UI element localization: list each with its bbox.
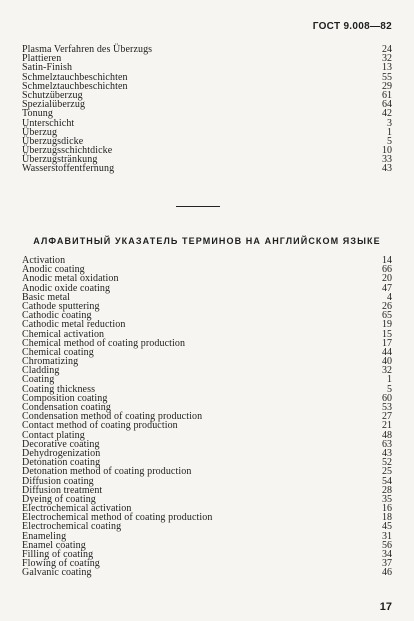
index-term: Wasserstoffentfernung <box>22 163 115 175</box>
index-page-ref: 27 <box>382 411 392 423</box>
index-page-ref: 43 <box>382 447 392 459</box>
index-term: Überzugsschichtdicke <box>22 145 113 157</box>
index-page-ref: 54 <box>382 475 392 487</box>
index-page-ref: 18 <box>382 512 392 524</box>
index-term: Decorative coating <box>22 438 100 450</box>
index-term: Dehydrogenization <box>22 447 101 459</box>
index-page-ref: 32 <box>382 365 392 377</box>
section-heading: АЛФАВИТНЫЙ УКАЗАТЕЛЬ ТЕРМИНОВ НА АНГЛИЙСКОМ ЯЗЫКЕ <box>33 236 381 246</box>
index-term: Filling of coating <box>22 549 94 560</box>
index-term: Spezialüberzug <box>22 99 86 111</box>
index-term: Schutzüberzug <box>22 89 83 101</box>
index-page-ref: 34 <box>382 549 392 560</box>
index-term: Condensation method of coating production <box>22 411 203 423</box>
index-term: Condensation coating <box>22 402 111 413</box>
index-term: Composition coating <box>22 392 108 404</box>
index-entry <box>22 366 392 375</box>
english-term-index <box>22 256 392 578</box>
index-page-ref: 47 <box>382 282 392 294</box>
index-page-ref: 1 <box>387 126 392 138</box>
index-page-ref: 28 <box>382 484 392 496</box>
index-page-ref: 46 <box>382 567 392 579</box>
index-term: Cathodic coating <box>22 310 92 322</box>
index-term: Chemical method of coating production <box>22 337 186 349</box>
index-page-ref: 5 <box>387 135 392 147</box>
index-page-ref: 48 <box>382 429 392 441</box>
index-page-ref: 52 <box>382 457 392 469</box>
index-term: Überzugsdicke <box>22 135 84 147</box>
index-term: Galvanic coating <box>22 567 92 579</box>
index-term: Detonation method of coating production <box>22 466 192 478</box>
index-term: Flowing of coating <box>22 558 100 570</box>
index-term: Activation <box>22 255 66 266</box>
index-term: Cathode sputtering <box>22 300 100 312</box>
index-term: Plattieren <box>22 53 62 65</box>
index-term: Cathodic metal reduction <box>22 319 126 331</box>
index-term: Überzug <box>22 126 58 138</box>
index-entry <box>22 522 392 531</box>
index-term: Satin-Finish <box>22 62 73 74</box>
index-term: Anodic metal oxidation <box>22 273 119 285</box>
section-divider <box>176 206 220 207</box>
index-page-ref: 40 <box>382 356 392 368</box>
index-page-ref: 26 <box>382 300 392 312</box>
index-term: Unterschicht <box>22 117 75 129</box>
index-term: Diffusion coating <box>22 475 94 487</box>
index-page-ref: 17 <box>382 337 392 349</box>
index-page-ref: 16 <box>382 503 392 515</box>
index-page-ref: 4 <box>387 291 392 303</box>
index-term: Electrochemical coating <box>22 521 122 533</box>
index-term: Cladding <box>22 365 60 377</box>
index-term: Electrochemical activation <box>22 503 132 515</box>
index-entry <box>22 45 392 54</box>
index-page-ref: 31 <box>382 530 392 542</box>
index-page-ref: 43 <box>382 163 392 175</box>
index-entry <box>22 109 392 118</box>
index-term: Electrochemical method of coating production <box>22 512 213 524</box>
index-page-ref: 14 <box>382 255 392 266</box>
index-term: Tonung <box>22 108 54 120</box>
index-page-ref: 25 <box>382 466 392 478</box>
index-page-ref: 20 <box>382 273 392 285</box>
index-page-ref: 1 <box>387 374 392 386</box>
index-page-ref: 56 <box>382 539 392 551</box>
index-page-ref: 60 <box>382 392 392 404</box>
index-page-ref: 44 <box>382 346 392 358</box>
index-term: Anodic oxide coating <box>22 282 111 294</box>
index-page-ref: 63 <box>382 438 392 450</box>
index-term: Überzugstränkung <box>22 154 98 166</box>
index-entry <box>22 568 392 577</box>
index-term: Detonation coating <box>22 457 101 469</box>
index-page-ref: 33 <box>382 154 392 166</box>
index-page-ref: 65 <box>382 310 392 322</box>
index-page-ref: 37 <box>382 558 392 570</box>
index-page-ref: 53 <box>382 402 392 413</box>
index-page-ref: 13 <box>382 62 392 74</box>
index-term: Chemical coating <box>22 346 94 358</box>
index-entry <box>22 100 392 109</box>
index-page-ref: 55 <box>382 71 392 83</box>
index-term: Contact plating <box>22 429 85 441</box>
index-entry <box>22 54 392 63</box>
document-header: ГОСТ 9.008—82 <box>312 21 392 32</box>
index-page-ref: 61 <box>382 89 392 101</box>
index-entry <box>22 164 392 173</box>
index-page-ref: 15 <box>382 328 392 340</box>
index-term: Chemical activation <box>22 328 105 340</box>
index-term: Coating thickness <box>22 383 96 395</box>
index-term: Enamel coating <box>22 539 86 551</box>
index-page-ref: 32 <box>382 53 392 65</box>
index-page-ref: 45 <box>382 521 392 533</box>
index-term: Enameling <box>22 530 67 542</box>
index-page-ref: 66 <box>382 264 392 276</box>
index-page-ref: 42 <box>382 108 392 120</box>
index-page-ref: 29 <box>382 80 392 92</box>
index-term: Basic metal <box>22 291 71 303</box>
german-term-index <box>22 45 392 174</box>
index-page-ref: 64 <box>382 99 392 111</box>
index-entry <box>22 357 392 366</box>
index-term: Plasma Verfahren des Überzugs <box>22 44 153 55</box>
index-page-ref: 5 <box>387 383 392 395</box>
index-page-ref: 21 <box>382 420 392 432</box>
index-term: Schmelztauchbeschichten <box>22 71 128 83</box>
index-page-ref: 24 <box>382 44 392 55</box>
index-term: Schmelztauchbeschichten <box>22 80 128 92</box>
page-number: 17 <box>379 601 392 613</box>
index-page-ref: 35 <box>382 493 392 505</box>
index-term: Anodic coating <box>22 264 85 276</box>
index-entry <box>22 284 392 293</box>
index-term: Coating <box>22 374 55 386</box>
index-page-ref: 3 <box>387 117 392 129</box>
index-entry <box>22 119 392 128</box>
index-term: Diffusion treatment <box>22 484 103 496</box>
index-term: Dyeing of coating <box>22 493 96 505</box>
index-page-ref: 19 <box>382 319 392 331</box>
index-term: Contact method of coating production <box>22 420 178 432</box>
index-term: Chromatizing <box>22 356 79 368</box>
index-page-ref: 10 <box>382 145 392 157</box>
